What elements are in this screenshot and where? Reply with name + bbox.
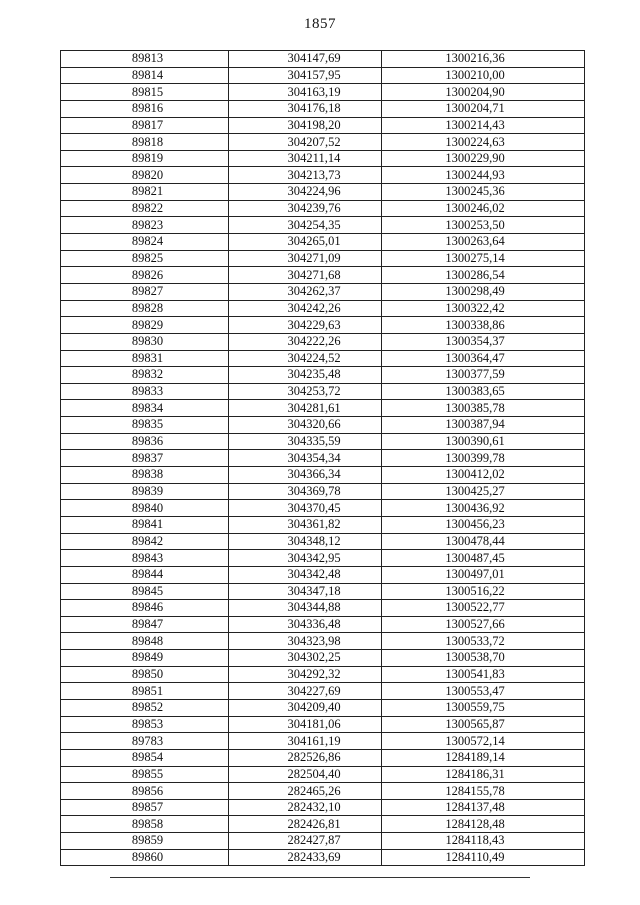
point-number-cell: 89856 — [61, 783, 229, 800]
point-number-cell: 89830 — [61, 333, 229, 350]
table-row — [61, 283, 585, 300]
x-coordinate-cell: 282504,40 — [229, 766, 382, 783]
y-coordinate-cell: 1300559,75 — [382, 699, 585, 716]
x-coordinate-cell: 304224,96 — [229, 184, 382, 201]
point-number-cell: 89816 — [61, 100, 229, 117]
point-number-cell: 89828 — [61, 300, 229, 317]
table-row — [61, 533, 585, 550]
table-row — [61, 566, 585, 583]
y-coordinate-cell: 1300263,64 — [382, 234, 585, 251]
table-row — [61, 616, 585, 633]
y-coordinate-cell: 1300412,02 — [382, 467, 585, 484]
point-number-cell: 89849 — [61, 650, 229, 667]
x-coordinate-cell: 282465,26 — [229, 783, 382, 800]
point-number-cell: 89815 — [61, 84, 229, 101]
x-coordinate-cell: 282432,10 — [229, 799, 382, 816]
y-coordinate-cell: 1300533,72 — [382, 633, 585, 650]
point-number-cell: 89783 — [61, 733, 229, 750]
x-coordinate-cell: 304320,66 — [229, 417, 382, 434]
table-row — [61, 250, 585, 267]
y-coordinate-cell: 1300478,44 — [382, 533, 585, 550]
y-coordinate-cell: 1300385,78 — [382, 400, 585, 417]
point-number-cell: 89827 — [61, 283, 229, 300]
table-row — [61, 666, 585, 683]
x-coordinate-cell: 304253,72 — [229, 383, 382, 400]
table-row — [61, 234, 585, 251]
point-number-cell: 89842 — [61, 533, 229, 550]
y-coordinate-cell: 1284137,48 — [382, 799, 585, 816]
point-number-cell: 89832 — [61, 367, 229, 384]
point-number-cell: 89837 — [61, 450, 229, 467]
y-coordinate-cell: 1284128,48 — [382, 816, 585, 833]
table-row — [61, 467, 585, 484]
x-coordinate-cell: 304336,48 — [229, 616, 382, 633]
table-row — [61, 417, 585, 434]
x-coordinate-cell: 304176,18 — [229, 100, 382, 117]
table-row — [61, 167, 585, 184]
table-row — [61, 833, 585, 850]
point-number-cell: 89813 — [61, 51, 229, 68]
point-number-cell: 89860 — [61, 849, 229, 866]
y-coordinate-cell: 1300497,01 — [382, 566, 585, 583]
point-number-cell: 89824 — [61, 234, 229, 251]
point-number-cell: 89840 — [61, 500, 229, 517]
table-row — [61, 200, 585, 217]
table-row — [61, 350, 585, 367]
x-coordinate-cell: 304344,88 — [229, 600, 382, 617]
y-coordinate-cell: 1300245,36 — [382, 184, 585, 201]
y-coordinate-cell: 1300286,54 — [382, 267, 585, 284]
point-number-cell: 89844 — [61, 566, 229, 583]
point-number-cell: 89817 — [61, 117, 229, 134]
y-coordinate-cell: 1284118,43 — [382, 833, 585, 850]
y-coordinate-cell: 1300338,86 — [382, 317, 585, 334]
point-number-cell: 89822 — [61, 200, 229, 217]
table-row — [61, 100, 585, 117]
y-coordinate-cell: 1300246,02 — [382, 200, 585, 217]
table-row — [61, 117, 585, 134]
x-coordinate-cell: 304229,63 — [229, 317, 382, 334]
x-coordinate-cell: 304224,52 — [229, 350, 382, 367]
point-number-cell: 89834 — [61, 400, 229, 417]
table-row — [61, 217, 585, 234]
x-coordinate-cell: 304207,52 — [229, 134, 382, 151]
point-number-cell: 89838 — [61, 467, 229, 484]
table-row — [61, 500, 585, 517]
table-row — [61, 483, 585, 500]
y-coordinate-cell: 1300322,42 — [382, 300, 585, 317]
y-coordinate-cell: 1300436,92 — [382, 500, 585, 517]
x-coordinate-cell: 304271,68 — [229, 267, 382, 284]
bottom-rule — [110, 877, 530, 878]
table-row — [61, 783, 585, 800]
table-row — [61, 716, 585, 733]
x-coordinate-cell: 304370,45 — [229, 500, 382, 517]
point-number-cell: 89829 — [61, 317, 229, 334]
table-row — [61, 134, 585, 151]
y-coordinate-cell: 1300565,87 — [382, 716, 585, 733]
x-coordinate-cell: 304147,69 — [229, 51, 382, 68]
y-coordinate-cell: 1300456,23 — [382, 516, 585, 533]
y-coordinate-cell: 1300553,47 — [382, 683, 585, 700]
y-coordinate-cell: 1300387,94 — [382, 417, 585, 434]
y-coordinate-cell: 1300383,65 — [382, 383, 585, 400]
x-coordinate-cell: 304354,34 — [229, 450, 382, 467]
table-row — [61, 816, 585, 833]
table-row — [61, 51, 585, 68]
page-number: 1857 — [304, 16, 336, 32]
x-coordinate-cell: 304265,01 — [229, 234, 382, 251]
table-row — [61, 184, 585, 201]
y-coordinate-cell: 1300572,14 — [382, 733, 585, 750]
table-row — [61, 150, 585, 167]
x-coordinate-cell: 304181,06 — [229, 716, 382, 733]
x-coordinate-cell: 304302,25 — [229, 650, 382, 667]
y-coordinate-cell: 1300522,77 — [382, 600, 585, 617]
y-coordinate-cell: 1300364,47 — [382, 350, 585, 367]
point-number-cell: 89821 — [61, 184, 229, 201]
table-row — [61, 600, 585, 617]
point-number-cell: 89848 — [61, 633, 229, 650]
table-row — [61, 650, 585, 667]
y-coordinate-cell: 1300538,70 — [382, 650, 585, 667]
x-coordinate-cell: 304342,95 — [229, 550, 382, 567]
x-coordinate-cell: 304235,48 — [229, 367, 382, 384]
x-coordinate-cell: 304242,26 — [229, 300, 382, 317]
x-coordinate-cell: 304348,12 — [229, 533, 382, 550]
point-number-cell: 89814 — [61, 67, 229, 84]
point-number-cell: 89841 — [61, 516, 229, 533]
table-row — [61, 550, 585, 567]
point-number-cell: 89847 — [61, 616, 229, 633]
y-coordinate-cell: 1300390,61 — [382, 433, 585, 450]
x-coordinate-cell: 304222,26 — [229, 333, 382, 350]
table-row — [61, 733, 585, 750]
x-coordinate-cell: 304239,76 — [229, 200, 382, 217]
point-number-cell: 89859 — [61, 833, 229, 850]
point-number-cell: 89818 — [61, 134, 229, 151]
x-coordinate-cell: 304157,95 — [229, 67, 382, 84]
x-coordinate-cell: 304366,34 — [229, 467, 382, 484]
y-coordinate-cell: 1300216,36 — [382, 51, 585, 68]
point-number-cell: 89845 — [61, 583, 229, 600]
x-coordinate-cell: 304254,35 — [229, 217, 382, 234]
table-row — [61, 450, 585, 467]
point-number-cell: 89825 — [61, 250, 229, 267]
x-coordinate-cell: 304161,19 — [229, 733, 382, 750]
table-row — [61, 433, 585, 450]
y-coordinate-cell: 1300298,49 — [382, 283, 585, 300]
y-coordinate-cell: 1300204,71 — [382, 100, 585, 117]
x-coordinate-cell: 304211,14 — [229, 150, 382, 167]
table-row — [61, 333, 585, 350]
table-row — [61, 849, 585, 866]
y-coordinate-cell: 1284110,49 — [382, 849, 585, 866]
y-coordinate-cell: 1300516,22 — [382, 583, 585, 600]
x-coordinate-cell: 282526,86 — [229, 749, 382, 766]
table-row — [61, 317, 585, 334]
y-coordinate-cell: 1300253,50 — [382, 217, 585, 234]
x-coordinate-cell: 304213,73 — [229, 167, 382, 184]
x-coordinate-cell: 304163,19 — [229, 84, 382, 101]
table-row — [61, 683, 585, 700]
y-coordinate-cell: 1300210,00 — [382, 67, 585, 84]
point-number-cell: 89826 — [61, 267, 229, 284]
x-coordinate-cell: 304361,82 — [229, 516, 382, 533]
y-coordinate-cell: 1300377,59 — [382, 367, 585, 384]
table-row — [61, 516, 585, 533]
point-number-cell: 89852 — [61, 699, 229, 716]
table-row — [61, 67, 585, 84]
y-coordinate-cell: 1300275,14 — [382, 250, 585, 267]
x-coordinate-cell: 282433,69 — [229, 849, 382, 866]
point-number-cell: 89851 — [61, 683, 229, 700]
y-coordinate-cell: 1300354,37 — [382, 333, 585, 350]
point-number-cell: 89820 — [61, 167, 229, 184]
x-coordinate-cell: 304198,20 — [229, 117, 382, 134]
table-row — [61, 699, 585, 716]
table-row — [61, 766, 585, 783]
x-coordinate-cell: 304292,32 — [229, 666, 382, 683]
point-number-cell: 89850 — [61, 666, 229, 683]
x-coordinate-cell: 304335,59 — [229, 433, 382, 450]
x-coordinate-cell: 282426,81 — [229, 816, 382, 833]
x-coordinate-cell: 304271,09 — [229, 250, 382, 267]
point-number-cell: 89846 — [61, 600, 229, 617]
point-number-cell: 89833 — [61, 383, 229, 400]
table-row — [61, 84, 585, 101]
y-coordinate-cell: 1300244,93 — [382, 167, 585, 184]
y-coordinate-cell: 1300487,45 — [382, 550, 585, 567]
x-coordinate-cell: 282427,87 — [229, 833, 382, 850]
x-coordinate-cell: 304227,69 — [229, 683, 382, 700]
point-number-cell: 89853 — [61, 716, 229, 733]
x-coordinate-cell: 304323,98 — [229, 633, 382, 650]
y-coordinate-cell: 1300425,27 — [382, 483, 585, 500]
y-coordinate-cell: 1300204,90 — [382, 84, 585, 101]
y-coordinate-cell: 1284186,31 — [382, 766, 585, 783]
coordinates-table-body — [61, 51, 585, 866]
y-coordinate-cell: 1300229,90 — [382, 150, 585, 167]
x-coordinate-cell: 304347,18 — [229, 583, 382, 600]
point-number-cell: 89831 — [61, 350, 229, 367]
point-number-cell: 89854 — [61, 749, 229, 766]
table-row — [61, 300, 585, 317]
x-coordinate-cell: 304342,48 — [229, 566, 382, 583]
point-number-cell: 89835 — [61, 417, 229, 434]
table-row — [61, 749, 585, 766]
table-row — [61, 799, 585, 816]
table-row — [61, 383, 585, 400]
y-coordinate-cell: 1300527,66 — [382, 616, 585, 633]
point-number-cell: 89858 — [61, 816, 229, 833]
x-coordinate-cell: 304281,61 — [229, 400, 382, 417]
point-number-cell: 89836 — [61, 433, 229, 450]
y-coordinate-cell: 1284155,78 — [382, 783, 585, 800]
y-coordinate-cell: 1300399,78 — [382, 450, 585, 467]
x-coordinate-cell: 304209,40 — [229, 699, 382, 716]
point-number-cell: 89839 — [61, 483, 229, 500]
x-coordinate-cell: 304369,78 — [229, 483, 382, 500]
table-row — [61, 400, 585, 417]
y-coordinate-cell: 1300214,43 — [382, 117, 585, 134]
x-coordinate-cell: 304262,37 — [229, 283, 382, 300]
y-coordinate-cell: 1300541,83 — [382, 666, 585, 683]
table-row — [61, 267, 585, 284]
point-number-cell: 89855 — [61, 766, 229, 783]
coordinates-table — [60, 50, 585, 866]
y-coordinate-cell: 1284189,14 — [382, 749, 585, 766]
point-number-cell: 89843 — [61, 550, 229, 567]
point-number-cell: 89857 — [61, 799, 229, 816]
point-number-cell: 89823 — [61, 217, 229, 234]
table-row — [61, 583, 585, 600]
y-coordinate-cell: 1300224,63 — [382, 134, 585, 151]
table-row — [61, 633, 585, 650]
point-number-cell: 89819 — [61, 150, 229, 167]
table-row — [61, 367, 585, 384]
